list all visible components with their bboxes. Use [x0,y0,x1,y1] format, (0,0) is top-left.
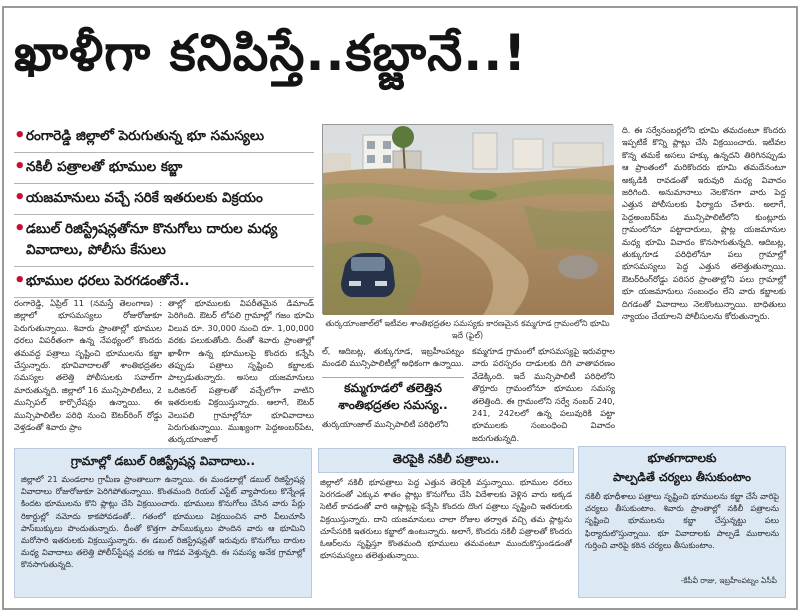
bullet-item: • రంగారెడ్డి జిల్లాలో పెరుగుతున్న భూ సమస్యలు [14,122,314,153]
bullet-item: • నకిలీ పత్రాలతో భూముల కబ్జా [14,153,314,184]
car-graphic [341,253,395,297]
article-column-1: రంగారెడ్డి, ఏప్రిల్ 11 (నమస్తే తెలంగాణ) : జిల్లాలో భూసమస్యలు రోజురోజుకూ పెరుగుతున్నాయి. శివారు ప్రాంతాల్లో భూముల ధరలు విపరీతంగా ఉన్న నేపథ్యంలో కొందరు తమవద్ద పత్రాలు సృష్టించి భూములను కబ్జా చేస్తున్నారు. భూవివాదాలతో శాంతిభద్రతల సమస్యల తలెత్తి పోలీసులకు సవాల్‌గా మారుతున్నది. జిల్లాలో 16 మున్సిపాలిటీలు, 2 మున్సిపల్ కార్పొరేషన్లు ఉన్నాయి. ఈ మున్సిపాలిటీల పరిధి నుంచి ఔటర్‌రింగ్ రోడ్డు వెళ్తడంతో శివారు ప్రాం [14,298,162,433]
article-column-3: ల్, ఆదిబట్ల, తుక్కుగూడ, ఇబ్రహీంపట్నం మండలి మున్సిపాలిటీల్లో అధికంగా ఉన్నాయి. [322,346,464,369]
box-text: జిల్లాలో 21 మండలాల గ్రామీణ ప్రాంతాలుగా ఉన్నాయి. ఈ మండలాల్లో డబుల్ రిజిస్ట్రేషన్ల వివాదాలు రోజురోజుకూ పెరిగిపోతున్నాయి. కొంతమంది రియల్ ఎస్టేట్ వ్యాపారులు కొన్నేండ్ల కిందట భూములను కొని ప్లాట్లు చేసి విక్రయించారు. భూములు కొనుగోలు చేసిన వారు పేర్లు రికార్డుల్లో నమోదు కాకపోవడంతో.. గతంలో భూములు విక్రయించిన వారి వీలుచూసి పాస్‌బుక్కులు పొందుతున్నారు. దీంతో కొత్తగా పాస్‌బుక్కులు పొందిన వారు ఆ భూమిని మరోసారి ఇతరులకు విక్రయిస్తున్నారు. ఈ డబుల్ రిజిస్ట్రేషన్లతో ఇరువురు కొనుగోలు దారుల మధ్య వివాదాలు తలెత్తి పోలీస్‌స్టేషన్ల వరకు ఆ గొడవ వెళ్తున్నది. ఈ సమస్య అనేక గ్రామాల్లో కొనసాగుతున్నది. [21,475,305,570]
news-photo [322,124,613,314]
bullet-icon: • [14,187,26,208]
section-subhead: కమ్మగూడలో తలెత్తిన శాంతిభద్రతల సమస్య.. [338,381,448,412]
photo-caption: తుర్కయాంజాల్‌లో ఇటీవల శాంతిభద్రతల సమస్యకు కారణమైన కమ్మగూడ గ్రామంలోని భూమి ఇదే (ఫైల్) [325,319,610,340]
bullet-list [14,122,314,298]
box-text: జిల్లాలో నకిలీ భూపత్రాలు పెద్ద ఎత్తున తెరపైకి వస్తున్నాయి. భూముల ధరలు పెరగడంతో ఎక్కువ శాతం ప్లాట్లు కొనుగోలు చేసి విదేశాలకు వెళ్లిన వారు అక్కడ సెటిల్‌ కావడంతో వారి ఆప్లాట్లపై కన్నేసి కొందరు దొంగ పత్రాలు సృష్టించి ఇతరులకు విక్రయిస్తున్నారు. దాని యజమానులు చాలా రోజుల తర్వాత వచ్చి తమ ప్లాట్లను చూసేసరికి ఇతరులు కబ్జాలో ఉంటున్నారు. అలాగే, కొందరు నకిలీ పత్రాలతో కొందరు ఓఆర్‌లను సృష్టిస్తూ కొంతమంది భూములు తమవంటూ ముందుకొస్తుండడంతో భూసమస్యలు తలెత్తుతున్నాయి. [320,478,572,561]
bullet-icon: • [14,125,26,146]
box-subtitle: పాల్పడితే చర్యలు తీసుకుంటాం [612,470,751,484]
article-column-3-continued: తుర్కయాంజాల్ మున్సిపాలిటీ పరిధిలోని [322,419,449,429]
fake-documents-section [318,448,574,598]
box-title: భూతగాదాలకు [647,451,717,465]
bullet-item: • యజమానులు వచ్చే సరికే ఇతరులకు విక్రయం [14,184,314,215]
article-column-5: ది. ఈ సర్వేనంబర్లలోని భూమి తమదంటూ కొందరు ఇప్పటికే కొన్ని ప్లాట్లు చేసి విక్రయించారు. ఇటీవల కొన్న తమకే అసలు హక్కు ఉన్నదని తిరిగినప్పుడు ఆ ప్రాంతంలో మరికొందరు భూమి తమదేనంటూ అక్కడికి రావడంతో ఇరువురి మధ్య వివాదం జరిగింది. అనుమానాలు నెలకొనగా వారు పెద్ద ఎత్తున పోలీసులకు ఫిర్యాదు చేశారు. అలాగే, పెద్దఅంబర్‌పేట మున్సిపాలిటీలోని కుంట్లూరు గ్రామంలోనూ పట్టాదారులు, ప్లాట్ల యజమానుల మధ్య భూమి వివాదం కొనసాగుతున్నది. ఆదిబట్ల, తుక్కుగూడ పరిధిలోనూ పలు గ్రామాల్లో భూసమస్యలు పెద్ద ఎత్తున తలెత్తుతున్నాయి. ఔటర్‌రింగ్‌రోడ్డు పరిసర ప్రాంతాల్లోని పలు గ్రామాల్లో భూ యజమానులు సంబంధం లేని వారు కబ్జాలకు దిగడంతో వివాదాలు నెలకొంటున్నాయి. బాధితులు న్యాయం చేయాలని పోలీసులను కోరుతున్నారు. [622,125,786,322]
box-title: తెరపైకి నకిలీ పత్రాలు.. [318,448,574,473]
bullet-icon: • [14,270,26,291]
land-photo-illustration [323,125,614,315]
box-title: గ్రామాల్లో డబుల్ రిజిస్ట్రేషన్ల వివాదాలు.. [70,454,256,468]
official-quote-box [578,446,786,598]
quote-credit: -కేపీవీ రాజు, ఇబ్రహీంపట్నం ఏసీపీ [680,576,777,585]
bullet-icon: • [14,218,26,239]
double-registration-box [14,448,312,598]
headline: ఖాళీగా కనిపిస్తే..కబ్జానే..! [14,24,528,82]
bullet-icon: • [14,156,26,177]
bullet-item: • డబుల్ రిజిస్ట్రేషన్లతోనూ కొనుగోలు దారుల మధ్య వివాదాలు, పోలీసు కేసులు [14,215,314,267]
bullet-item: • భూముల ధరలు పెరగడంతోనే.. [14,267,314,298]
article-column-2: తాల్లో భూములకు విపరీతమైన డిమాండ్ పెరిగింది. ఔటర్ లోపలి గ్రామాల్లో గజం భూమి విలువ రూ. 30,000 నుంచి రూ. 1,00,000 వరకు పలుకుతోంది. దీంతో శివారు ప్రాంతాల్లో ఖాళీగా ఉన్న భూములపై కొందరు కన్నేసి తప్పుడు పత్రాలు సృష్టించి కబ్జాలకు పాల్పడుతున్నారు. అసలు యజమానులు ఒరిజినల్ పత్రాలతో వచ్చేలోగా వాటిని ఇతరులకు విక్రయిస్తున్నారు. ఆలాగే, ఔటర్ వెలుపలి గ్రామాల్లోనూ భూవివాదాలు పెరుగుతున్నాయి. ముఖ్యంగా పెద్దఅంబర్‌పేట, తుర్కయాంజాల్ [168,298,314,445]
article-column-4: కమ్మగూడ గ్రామంలో భూసమస్యపై ఇరువర్గాల వారు పరస్పరం దాడులకు దిగి వాతావరణం వేడెక్కింది. ఇదే మున్సిపాలిటీ పరిధిలోని తొర్రూరు గ్రామంలోనూ భూముల సమస్య తలెత్తింది. ఈ గ్రామంలోని సర్వే నంబర్ 240, 241, 242లలో ఉన్న పలువురికి పట్టా భూములకు సంబంధించి వివాదం జరుగుతున్నది. [472,346,615,443]
divider [322,377,464,378]
box-text: నకిలీ భూధీశాలు పత్రాలు సృష్టించి భూములను కబ్జా చేసే వారిపై చర్యలు తీసుకుంటాం. శివారు ప్రాంతాల్లో నకిలీ పత్రాలను సృష్టించి భూములను కబ్జా చేస్తున్నట్టు పలు ఫిర్యాదులొస్తున్నాయి. భూ వివాదాలకు పాల్పడే ముఠాలను గుర్తించి వారిపై కఠిన చర్యలు తీసుకుంటాం. [585,492,779,550]
